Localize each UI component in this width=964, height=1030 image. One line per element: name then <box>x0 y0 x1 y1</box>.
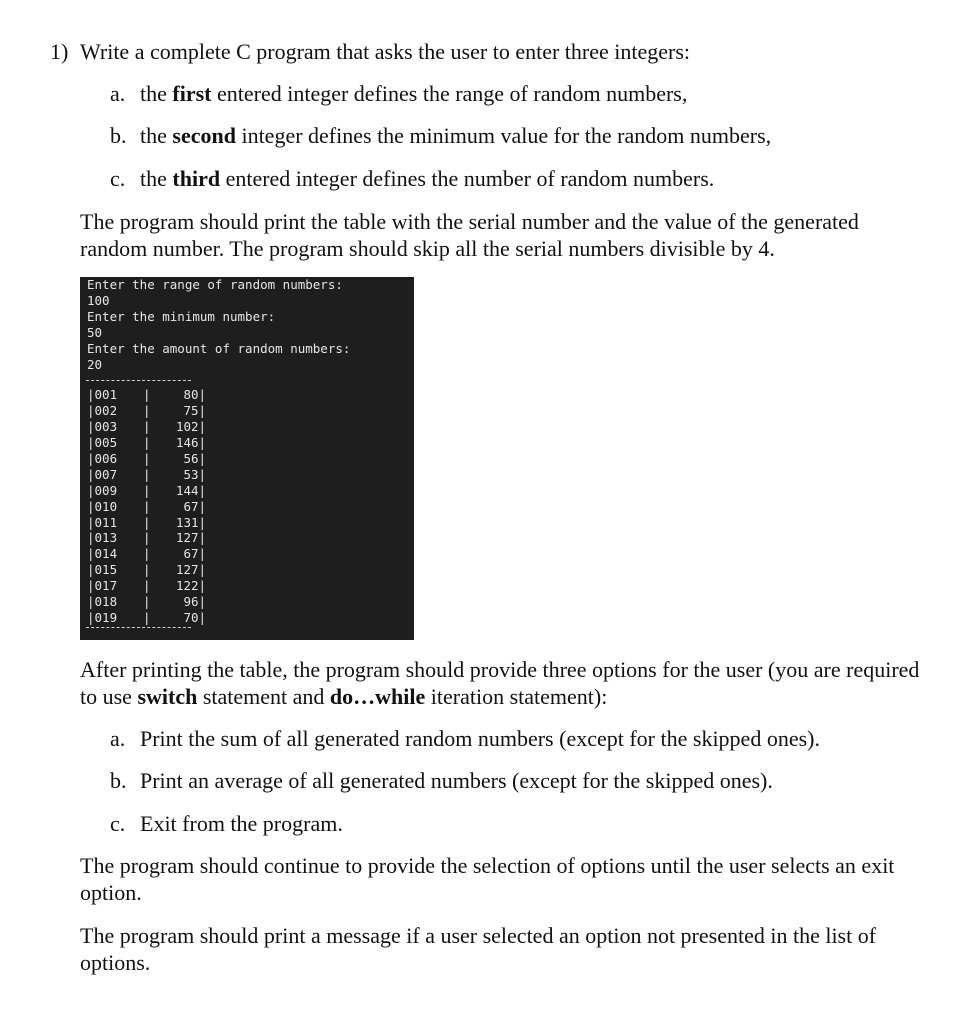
item-marker: b. <box>110 123 127 148</box>
column-separator: | <box>143 419 151 435</box>
table-row <box>87 435 414 451</box>
serial-number: |015 <box>87 562 118 578</box>
serial-number: |010 <box>87 498 118 514</box>
requirement-item-b: b. the second integer defines the minimum value for the random numbers, <box>110 123 772 148</box>
random-value: 75 <box>183 403 199 419</box>
column-end: | <box>198 482 207 498</box>
column-end: | <box>198 562 207 578</box>
random-value: 67 <box>183 498 199 514</box>
table-row <box>87 546 414 562</box>
table-description: The program should print the table with the serial number and the value of the generated random number. The program should skip all the serial numbers divisible by 4. <box>80 209 859 261</box>
option-item-a <box>110 725 820 753</box>
column-separator: | <box>143 609 151 625</box>
invalid-option-description: The program should print a message if a user selected an option not presented in the list of options. <box>80 923 877 975</box>
column-separator: | <box>143 451 151 466</box>
column-separator: | <box>143 482 151 498</box>
keyword-switch: switch <box>137 684 198 709</box>
random-value: 70 <box>183 609 199 625</box>
serial-number: |014 <box>87 546 118 562</box>
serial-number: |006 <box>87 451 118 466</box>
column-separator: | <box>143 498 151 514</box>
column-separator: | <box>143 546 151 562</box>
table-row <box>87 610 414 626</box>
column-end: | <box>198 530 207 546</box>
question-heading <box>50 38 690 66</box>
item-keyword: third <box>172 166 221 191</box>
option-marker: c. <box>110 811 126 836</box>
random-value: 56 <box>183 451 199 466</box>
serial-number: |003 <box>87 419 118 435</box>
column-separator: | <box>143 530 151 546</box>
input-amount: 20 <box>87 356 103 372</box>
column-end: | <box>198 466 207 482</box>
option-text: Print the sum of all generated random numbers (except for the skipped ones). <box>140 726 820 751</box>
input-minimum: 50 <box>87 324 103 340</box>
random-value: 127 <box>175 530 199 546</box>
random-value: 53 <box>183 466 199 482</box>
requirement-item-a: a. the first entered integer defines the range of random numbers, <box>110 81 688 106</box>
option-marker: a. <box>110 726 126 751</box>
terminal-output <box>80 277 414 640</box>
column-separator: | <box>143 562 151 578</box>
serial-number: |017 <box>87 578 118 594</box>
serial-number: |005 <box>87 435 118 451</box>
random-value: 122 <box>175 578 199 594</box>
item-keyword: first <box>172 81 212 106</box>
column-separator: | <box>143 594 151 610</box>
option-text: Print an average of all generated numbers (except for the skipped ones). <box>140 768 773 793</box>
table-row <box>87 578 414 594</box>
question-intro: Write a complete C program that asks the user to enter three integers: <box>80 39 691 64</box>
option-item-b <box>110 767 773 795</box>
column-end: | <box>198 498 207 514</box>
table-row <box>87 403 414 419</box>
table-row <box>87 387 414 403</box>
serial-number: |007 <box>87 466 118 482</box>
options-description: After printing the table, the program should provide three options for the user (you are required to use switch statement and do…while iteration statement): <box>80 657 920 709</box>
prompt-range: Enter the range of random numbers: <box>87 277 343 292</box>
table-row <box>87 530 414 546</box>
column-end: | <box>198 403 207 419</box>
table-row <box>87 499 414 515</box>
serial-number: |018 <box>87 594 118 610</box>
column-end: | <box>198 594 207 610</box>
column-end: | <box>198 578 207 594</box>
random-value: 144 <box>175 482 199 498</box>
requirement-item-c: c. the third entered integer defines the number of random numbers. <box>110 166 715 191</box>
option-text: Exit from the program. <box>140 811 343 836</box>
serial-number: |013 <box>87 530 118 546</box>
random-value: 127 <box>175 562 199 578</box>
prompt-minimum: Enter the minimum number: <box>87 308 276 324</box>
serial-number: |019 <box>87 609 118 625</box>
column-separator: | <box>143 387 151 403</box>
column-end: | <box>198 609 207 625</box>
column-separator: | <box>143 466 151 482</box>
prompt-amount: Enter the amount of random numbers: <box>87 340 351 356</box>
column-end: | <box>198 514 207 530</box>
table-row <box>87 515 414 531</box>
table-bottom-rule <box>86 627 191 629</box>
column-end: | <box>198 419 207 435</box>
table-row <box>87 594 414 610</box>
random-value: 131 <box>175 514 199 530</box>
column-separator: | <box>143 403 151 419</box>
option-item-c <box>110 810 343 838</box>
column-separator: | <box>143 578 151 594</box>
serial-number: |011 <box>87 514 118 530</box>
column-separator: | <box>143 435 151 451</box>
column-end: | <box>198 387 207 403</box>
random-value: 67 <box>183 546 199 562</box>
continue-description: The program should continue to provide the selection of options until the user selects an exit option. <box>80 853 895 905</box>
option-marker: b. <box>110 768 127 793</box>
random-value: 80 <box>183 387 199 403</box>
table-row <box>87 451 414 467</box>
input-range: 100 <box>87 292 110 308</box>
serial-number: |001 <box>87 387 118 403</box>
random-value: 146 <box>175 435 199 451</box>
random-value: 102 <box>175 419 199 435</box>
table-row <box>87 483 414 499</box>
column-separator: | <box>143 514 151 530</box>
item-keyword: second <box>172 123 236 148</box>
item-marker: c. <box>110 166 126 191</box>
serial-number: |009 <box>87 482 118 498</box>
table-row <box>87 419 414 435</box>
output-table <box>80 382 414 625</box>
table-row <box>87 562 414 578</box>
table-row <box>87 467 414 483</box>
column-end: | <box>198 435 207 451</box>
question-number: 1) <box>50 39 69 64</box>
random-value: 96 <box>183 594 199 610</box>
column-end: | <box>198 546 207 562</box>
keyword-do-while: do…while <box>329 684 426 709</box>
column-end: | <box>198 451 207 466</box>
serial-number: |002 <box>87 403 118 419</box>
item-marker: a. <box>110 81 126 106</box>
